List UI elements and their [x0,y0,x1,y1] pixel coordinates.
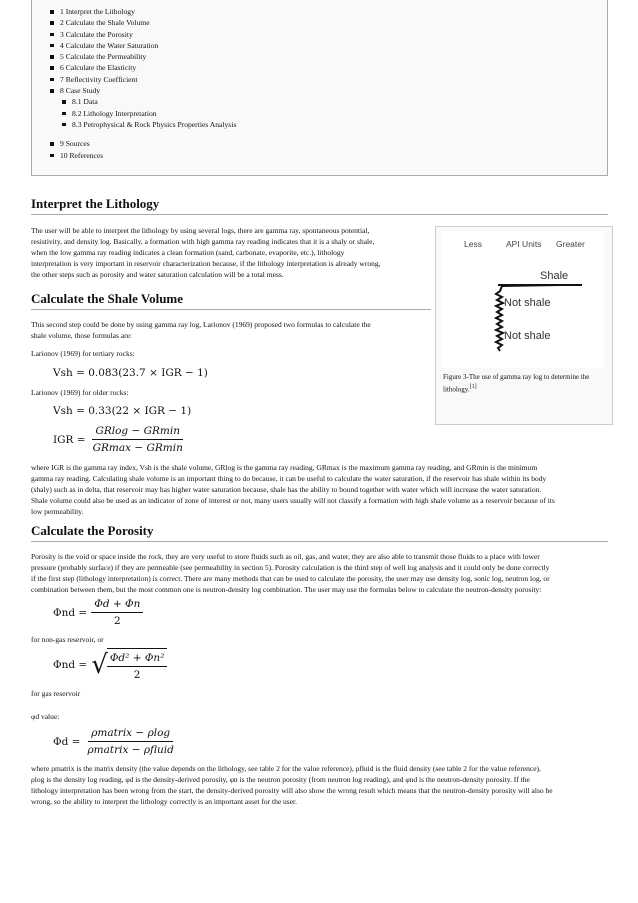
equation-phid: Φd = $\frac{\text{ρmatrix − ρlog}}{\text{ρmatrix − ρfluid}}$ [53,727,174,757]
toc-item[interactable]: 6 Calculate the Elasticity [50,62,597,73]
toc-subitem[interactable]: 8.1 Data [62,96,597,107]
gas-label: for gas reservoir [31,689,81,698]
toc-item[interactable]: 2 Calculate the Shale Volume [50,17,597,28]
label-shale: Shale [540,270,569,282]
section-heading-shale-volume: Calculate the Shale Volume [31,291,431,310]
shale-volume-paragraph: This second step could be done by using gamma ray log, Larionov (1969) proposed two formulas to calculate the shale volume, those formulas are: [31,320,371,340]
phid-label: φd value: [31,712,60,721]
gamma-ray-log-image [442,231,604,368]
toc-item[interactable]: 4 Calculate the Water Saturation [50,40,597,51]
igr-explanation-paragraph: where IGR is the gamma ray index, Vsh is the shale volume, GRlog is the gamma ray reading, GRmax is the maximum gamma ray reading, and GRmin is the minimum gamma ray reading. Calculating shale volume is an important thing to do because, it can be useful to calculate the water saturation, if the reservoir has shale within its body (shaly) such as in delta, that reservoir may has higher water saturation because, shale has the ability to bound together with water which will increase the water saturation. Shale volume could also be used as an indicator of zone of interest or not, many users usually will not classify a formation with high shale volume as a reservoir because of its low permeability. [31,463,555,516]
table-of-contents [31,0,608,176]
nongas-label: for non-gas reservoir, or [31,635,104,644]
label-api-units: API Units [506,239,542,249]
toc-subitem[interactable]: 8.3 Petrophysical & Rock Physics Properties Analysis [62,119,597,130]
lithology-paragraph: The user will be able to interpret the lithology by using several logs, there are gamma ray, spontaneous potential, resistivity, and density log. Basically, a formation with high gamma ray reading indicates that it is a shaly or shale, when the low gamma ray reading indicates a clean formation (sand, carbonate, evaporite, etc.), lithology interpretation is very important in reservoir characterization because, if the lithology interpretation is already wrong, the other steps such as porosity and water saturation calculation will be a total mess. [31,226,381,279]
label-greater: Greater [556,239,585,249]
tertiary-label: Larionov (1969) for tertiary rocks: [31,349,135,358]
equation-phind-nongas: Φnd = $\frac{\Phi d + \Phi n}{2}$ [53,597,143,629]
gamma-ray-figure [435,226,613,425]
density-explanation-paragraph: where ρmatrix is the matrix density (the value depends on the lithology, see table 2 for the value reference), ρfluid is the fluid density (see table 2 for the value reference), ρlog is the density log reading, φd is the density-derived porosity, φn is the neutron porosity (from neutron log reading), and φnd is the neutron-density porosity. If the lithology interpretation has been wrong from the start, the density-derived porosity will also show the wrong result which means that the neutron-density porosity will also be wrong, so the ability to interpret the lithology correctly is an important asset for the user. [31,764,553,806]
toc-subitem[interactable]: 8.2 Lithology Interpretation [62,108,597,119]
label-not-shale-2: Not shale [504,330,551,342]
label-less: Less [464,239,482,249]
figure-caption: Figure 3-The use of gamma ray log to determine the lithology.[1] [443,373,590,394]
porosity-paragraph: Porosity is the void or space inside the rock, they are very useful to store fluids such as oil, gas, and water, they are also able to transmit those fluids to a place with lower pressure (probably surface) if they are permeable (see permeability in section 5). Porosity calculation is the third step of well log analysis and it could only be done correctly if the first step (lithology interpretation) is correct. There are many methods that can be used to calculate the porosity, the user may use density log, sonic log, neutron log, or combination between them, but the most common one is neutron-density log combination. The user may use the formulas below to calculate the neutron-density porosity: [31,552,550,594]
document-page [31,0,608,806]
toc-item[interactable]: 7 Reflectivity Coefficient [50,74,597,85]
section-heading-porosity: Calculate the Porosity [31,523,608,542]
equation-phind-gas: Φnd = √ $\frac{\text{Φd² + Φn²}}{2}$ [53,648,167,683]
label-not-shale-1: Not shale [504,297,551,309]
equation-igr: IGR = $\frac{GRlog - GRmin}{GRmax - GRmin}$ [53,425,183,455]
toc-item[interactable]: 1 Interpret the Lithology [50,6,597,17]
older-label: Larionov (1969) for older rocks: [31,388,129,397]
toc-item[interactable]: 5 Calculate the Permeability [50,51,597,62]
toc-item[interactable]: 10 References [50,150,597,161]
equation-vsh-tertiary: Vsh = 0.083(23.7 × IGR − 1) [53,367,208,379]
toc-item[interactable]: 3 Calculate the Porosity [50,29,597,40]
section-heading-lithology: Interpret the Lithology [31,196,608,215]
citation-link[interactable]: [1] [469,384,477,390]
toc-item[interactable]: 9 Sources [50,138,597,149]
equation-vsh-older: Vsh = 0.33(22 × IGR − 1) [53,405,192,417]
toc-item[interactable]: 8 Case Study [50,85,597,96]
